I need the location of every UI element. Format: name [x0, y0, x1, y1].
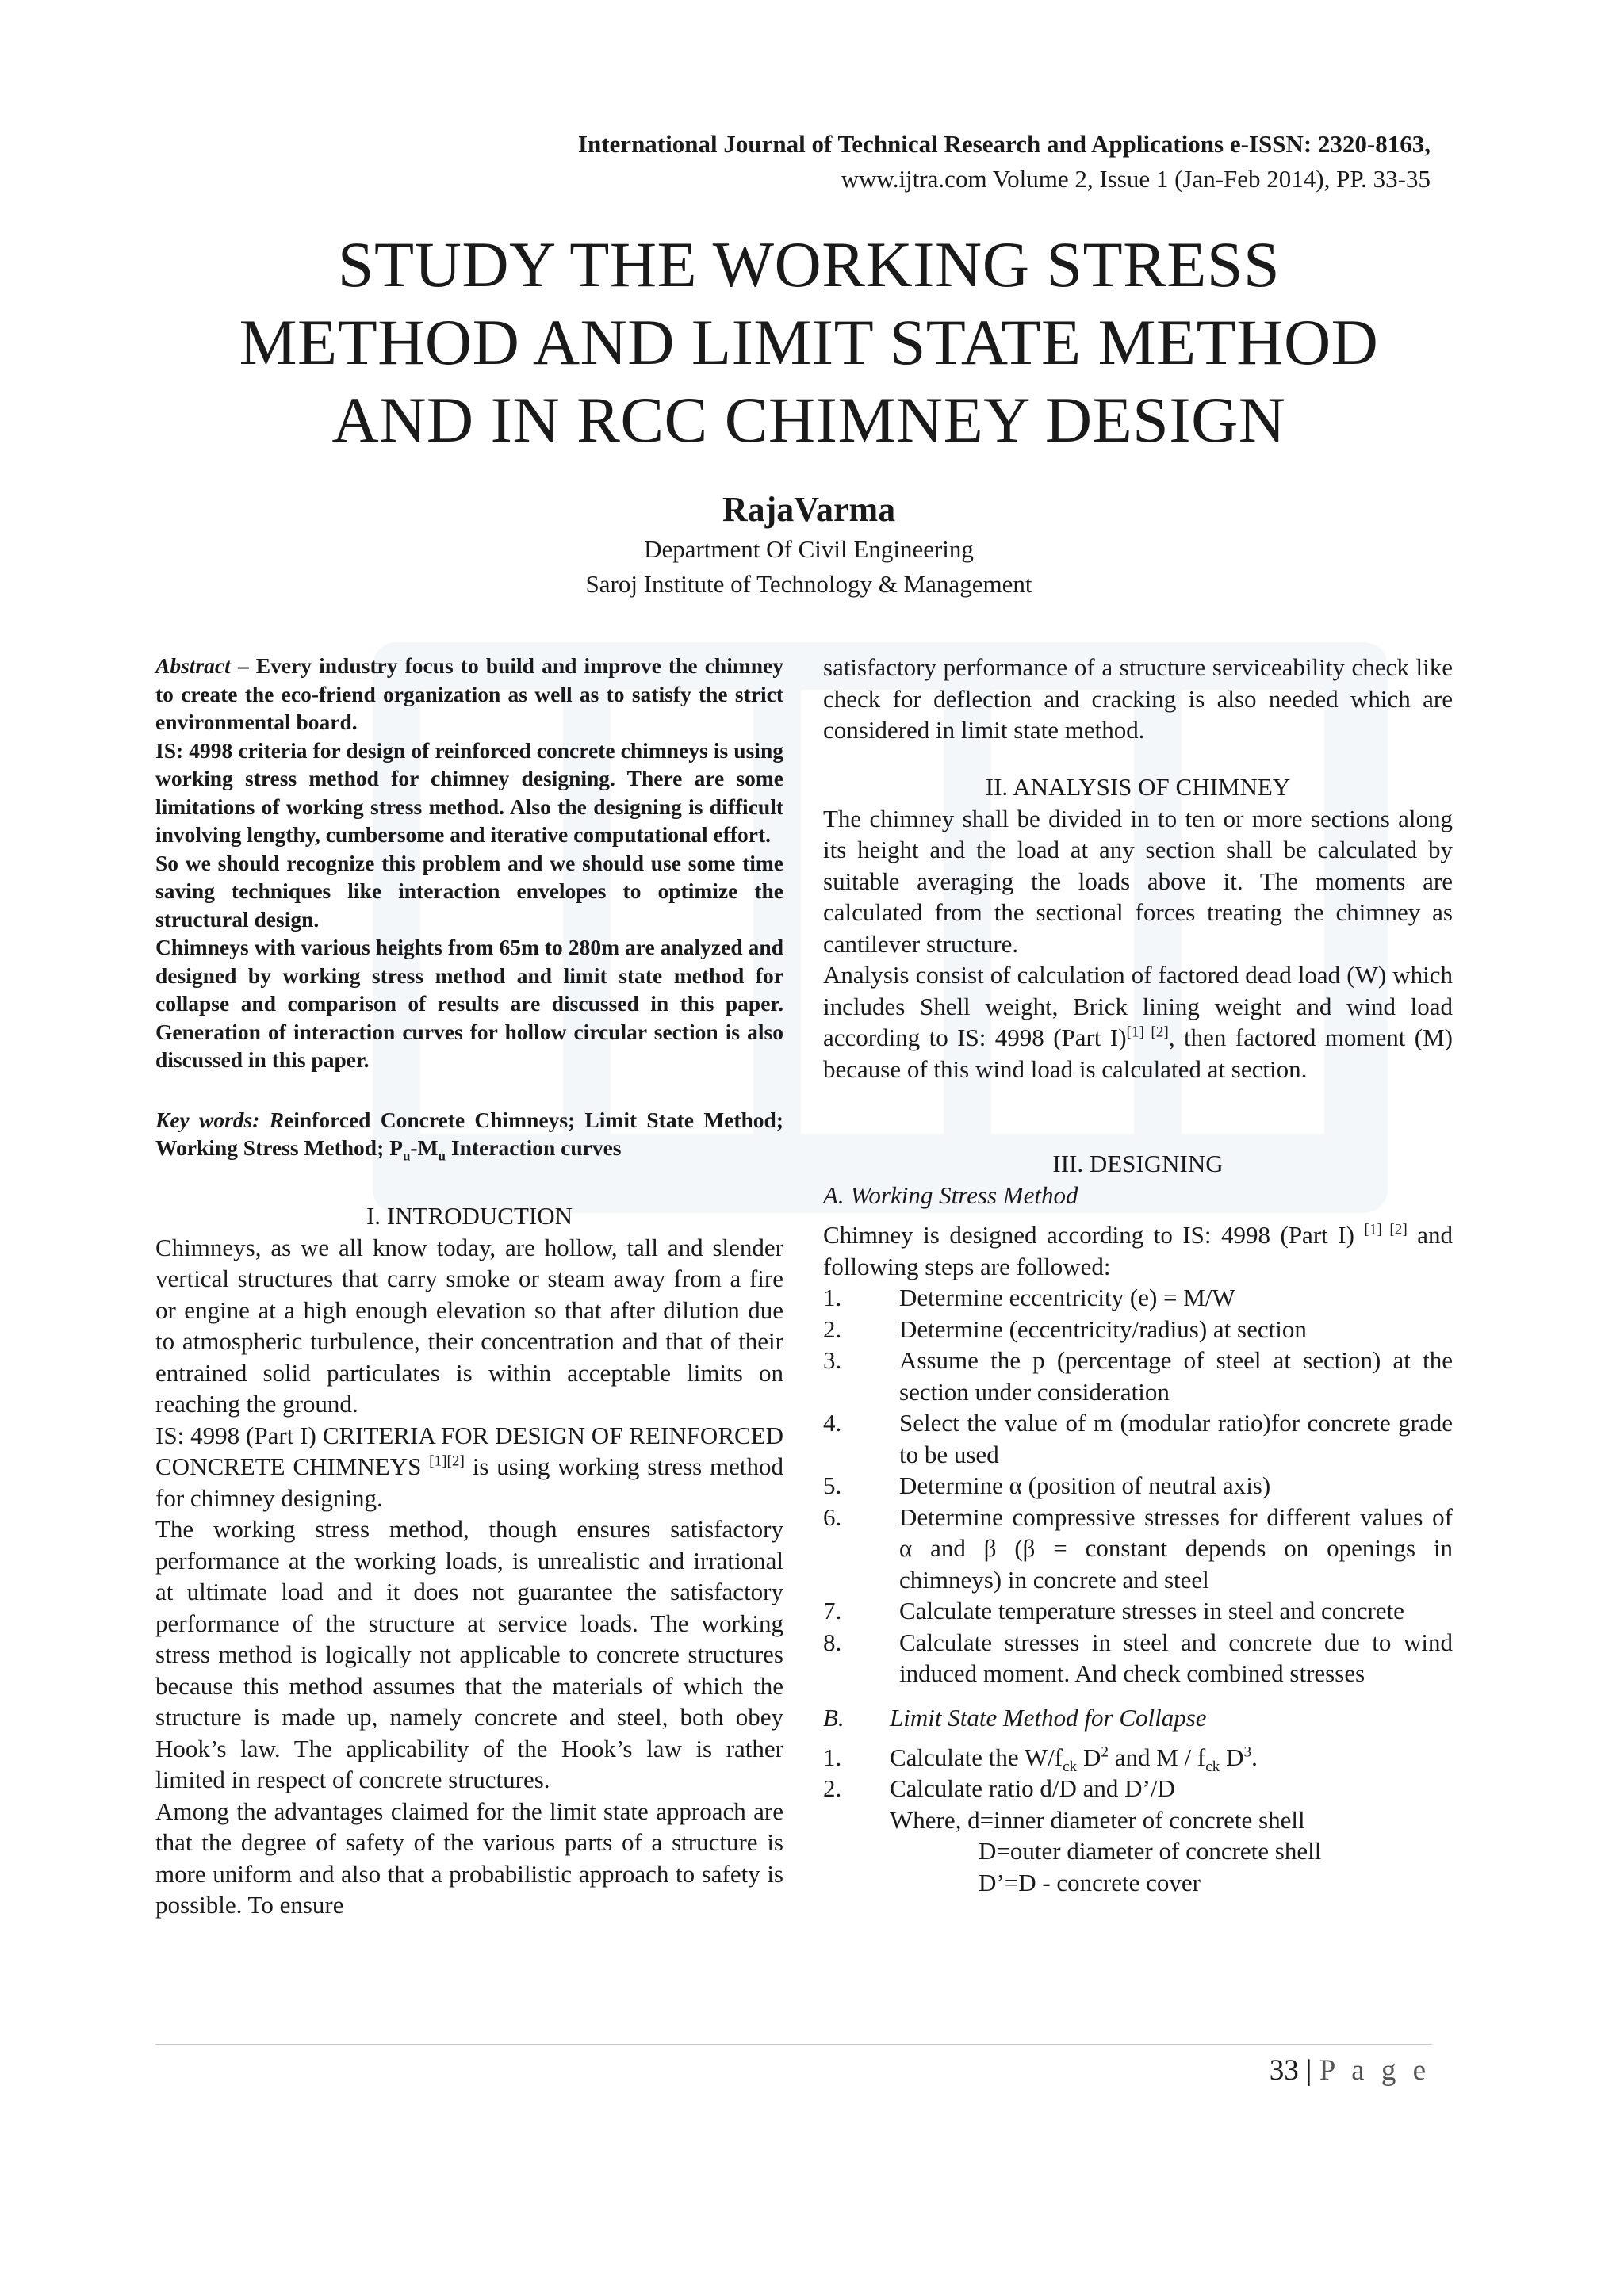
introduction-heading: I. INTRODUCTION	[366, 1201, 573, 1230]
intro-para-4: Among the advantages claimed for the limit state approach are that the degree of safety of the various parts of a structure is more uniform and also that a probabilistic approach to safety is possible. To ensure	[155, 1797, 783, 1919]
step-text: Determine eccentricity (e) = M/W	[899, 1284, 1235, 1311]
intro-para-2-text: IS: 4998 (Part I) CRITERIA FOR DESIGN OF REINFORCED CONCRETE CHIMNEYS	[155, 1421, 783, 1480]
title-line-3: AND IN RCC CHIMNEY DESIGN	[331, 384, 1286, 456]
journal-volume-line: www.ijtra.com Volume 2, Issue 1 (Jan-Feb 2014), PP. 33-35	[841, 165, 1431, 193]
step-text: Determine α (position of neutral axis)	[899, 1471, 1271, 1499]
designing-intro	[823, 1219, 1453, 1282]
limit-state-title: Limit State Method for Collapse	[890, 1703, 1207, 1732]
step-superscript: 3	[1243, 1743, 1252, 1761]
step-text: Assume the p (percentage of steel at section) at the section under consideration	[899, 1346, 1453, 1406]
step-item	[823, 1407, 1453, 1470]
abstract-para-4: Chimneys with various heights from 65m to 280m are analyzed and designed by working stress method and limit state method for collapse and comparison of results are discussed in this paper. Generation of interaction curves for hollow circular section is also discussed in this paper.	[155, 935, 783, 1072]
keywords-label: Key words: R	[155, 1107, 285, 1132]
step-text: Select the value of m (modular ratio)for concrete grade to be used	[899, 1409, 1453, 1468]
author-institute: Saroj Institute of Technology & Management	[585, 570, 1032, 598]
abstract-para-3: So we should recognize this problem and we should use some time saving techniques like interaction envelopes to optimize the structural design.	[155, 850, 783, 932]
analysis-para-1: The chimney shall be divided in to ten or more sections along its height and the load at any section shall be calculated by suitable averaging the loads above it. The moments are calculated from the sectional forces treating the chimney as cantilever structure.	[823, 804, 1453, 958]
step-item	[823, 1595, 1453, 1627]
abstract-para-1	[155, 652, 783, 737]
step-superscript: 2	[1101, 1743, 1109, 1761]
step-item	[823, 1282, 1453, 1314]
intro-para-2-tail: is using working stress method for chimney designing.	[155, 1452, 783, 1512]
where-definitions	[823, 1804, 1453, 1899]
intro-para-3: The working stress method, though ensures satisfactory performance at the working loads, is unrealistic and irrational at ultimate load and it does not guarantee the satisfactory performance of the structure at service loads. The working stress method is logically not applicable to concrete structures because this method assumes that the materials of which the structure is made up, namely concrete and steel, both obey Hook’s law. The applicability of the Hook’s law is rather limited in respect of concrete structures.	[155, 1515, 783, 1793]
page-separator: |	[1298, 2054, 1320, 2087]
step-number: 6.	[823, 1502, 842, 1531]
step-number: 4.	[823, 1409, 842, 1437]
right-column	[823, 652, 1453, 1898]
step-number: 5.	[823, 1471, 842, 1499]
analysis-ref: [1] [2]	[1126, 1024, 1169, 1041]
introduction-section	[155, 1200, 783, 1921]
step-text: D	[1220, 1743, 1244, 1771]
step-text: Determine compressive stresses for different values of α and β (β = constant depends on openings in chimneys) in concrete and steel	[899, 1502, 1453, 1594]
analysis-para-2-text: Analysis consist of calculation of factored dead load (W) which includes Shell weight, Brick lining weight and wind load according to IS: 4998 (Part I)	[823, 961, 1453, 1051]
step-item	[823, 1470, 1453, 1502]
working-stress-subheading: A. Working Stress Method	[823, 1181, 1078, 1209]
keywords-dash: -M	[410, 1135, 439, 1160]
analysis-heading: II. ANALYSIS OF CHIMNEY	[985, 772, 1291, 801]
step-item	[823, 1742, 1453, 1774]
where-line-1: Where, d=inner diameter of concrete shell	[890, 1805, 1305, 1834]
keywords-text: einforced Concrete Chimneys; Limit State Method; Working Stress Method; P	[155, 1107, 784, 1160]
step-text: .	[1251, 1743, 1258, 1771]
designing-intro-tail: and following steps are followed:	[823, 1221, 1453, 1280]
where-line-3: D’=D - concrete cover	[979, 1868, 1201, 1896]
page-number-value: 33	[1269, 2054, 1299, 2087]
title-line-2: METHOD AND LIMIT STATE METHOD	[239, 306, 1379, 378]
analysis-section	[823, 771, 1453, 1085]
abstract-label: Abstract	[155, 653, 231, 678]
designing-section	[823, 1148, 1453, 1898]
page-label: P a g e	[1319, 2054, 1431, 2087]
abstract-text-1: – Every industry focus to build and improve the chimney to create the eco-friend organization as well as to satisfy the strict environmental board.	[155, 653, 784, 734]
paper-title	[159, 226, 1459, 459]
step-text: and M / f	[1108, 1743, 1206, 1771]
keywords	[155, 1106, 783, 1162]
designing-intro-text: Chimney is designed according to IS: 4998 (Part I)	[823, 1221, 1365, 1249]
step-item	[823, 1314, 1453, 1345]
keywords-sub-2: u	[438, 1148, 446, 1164]
step-number: 2.	[823, 1314, 842, 1343]
step-number: 3.	[823, 1346, 842, 1374]
where-line-2: D=outer diameter of concrete shell	[979, 1837, 1322, 1865]
left-column	[155, 652, 783, 1921]
intro-continued	[823, 652, 1453, 746]
step-item	[823, 1773, 1453, 1804]
limit-state-subheading	[823, 1702, 1453, 1734]
journal-header	[241, 127, 1431, 197]
step-number: 1.	[823, 1284, 842, 1311]
step-text: D	[1077, 1743, 1101, 1771]
intro-ref-1: [1][2]	[429, 1452, 465, 1470]
designing-ref: [1] [2]	[1364, 1221, 1408, 1238]
step-item	[823, 1627, 1453, 1689]
title-line-1: STUDY THE WORKING STRESS	[337, 228, 1281, 300]
abstract	[155, 652, 783, 1074]
journal-issn: e-ISSN: 2320-8163,	[1229, 130, 1431, 158]
step-number: 8.	[823, 1628, 842, 1656]
author-block	[159, 488, 1459, 602]
step-number: 7.	[823, 1597, 842, 1624]
intro-para-5: satisfactory performance of a structure serviceability check like check for deflection and cracking is also needed which are considered in limit state method.	[823, 653, 1453, 744]
designing-heading: III. DESIGNING	[1052, 1150, 1224, 1177]
step-text: Calculate the W/f	[890, 1743, 1063, 1771]
keywords-tail: Interaction curves	[446, 1135, 622, 1160]
step-text: Calculate ratio d/D and D’/D	[890, 1774, 1175, 1802]
analysis-para-2-tail: , then factored moment (M) because of this wind load is calculated at section.	[823, 1024, 1453, 1083]
intro-para-2	[155, 1420, 783, 1514]
page-number	[1270, 2052, 1431, 2090]
step-subscript: ck	[1205, 1758, 1220, 1775]
step-text: Calculate temperature stresses in steel and concrete	[899, 1597, 1404, 1624]
limit-state-letter: B.	[823, 1703, 845, 1732]
step-item	[823, 1502, 1453, 1596]
step-number: 1.	[823, 1743, 842, 1771]
footer-divider	[155, 2044, 1432, 2045]
intro-para-1: Chimneys, as we all know today, are hollow, tall and slender vertical structures that carry smoke or steam away from a fire or engine at a high enough elevation so that after dilution due to atmospheric turbulence, their concentration and that of their entrained solid particulates is within acceptable limits on reaching the ground.	[155, 1233, 783, 1418]
step-text: Calculate stresses in steel and concrete due to wind induced moment. And check combined stresses	[899, 1628, 1453, 1687]
abstract-para-2: IS: 4998 criteria for design of reinforced concrete chimneys is using working stress method for chimney designing. There are some limitations of working stress method. Also the designing is difficult involving lengthy, cumbersome and iterative computational effort.	[155, 737, 783, 847]
journal-name: International Journal of Technical Research and Applications	[577, 130, 1224, 158]
step-text: Determine (eccentricity/radius) at section	[899, 1314, 1307, 1343]
step-subscript: ck	[1063, 1758, 1078, 1775]
author-department: Department Of Civil Engineering	[644, 535, 974, 563]
step-item	[823, 1345, 1453, 1407]
step-number: 2.	[823, 1774, 842, 1802]
working-stress-steps	[823, 1282, 1453, 1689]
keywords-sub-1: u	[402, 1148, 411, 1164]
analysis-para-2	[823, 959, 1453, 1085]
author-name: RajaVarma	[722, 490, 896, 529]
limit-state-steps	[823, 1742, 1453, 1804]
